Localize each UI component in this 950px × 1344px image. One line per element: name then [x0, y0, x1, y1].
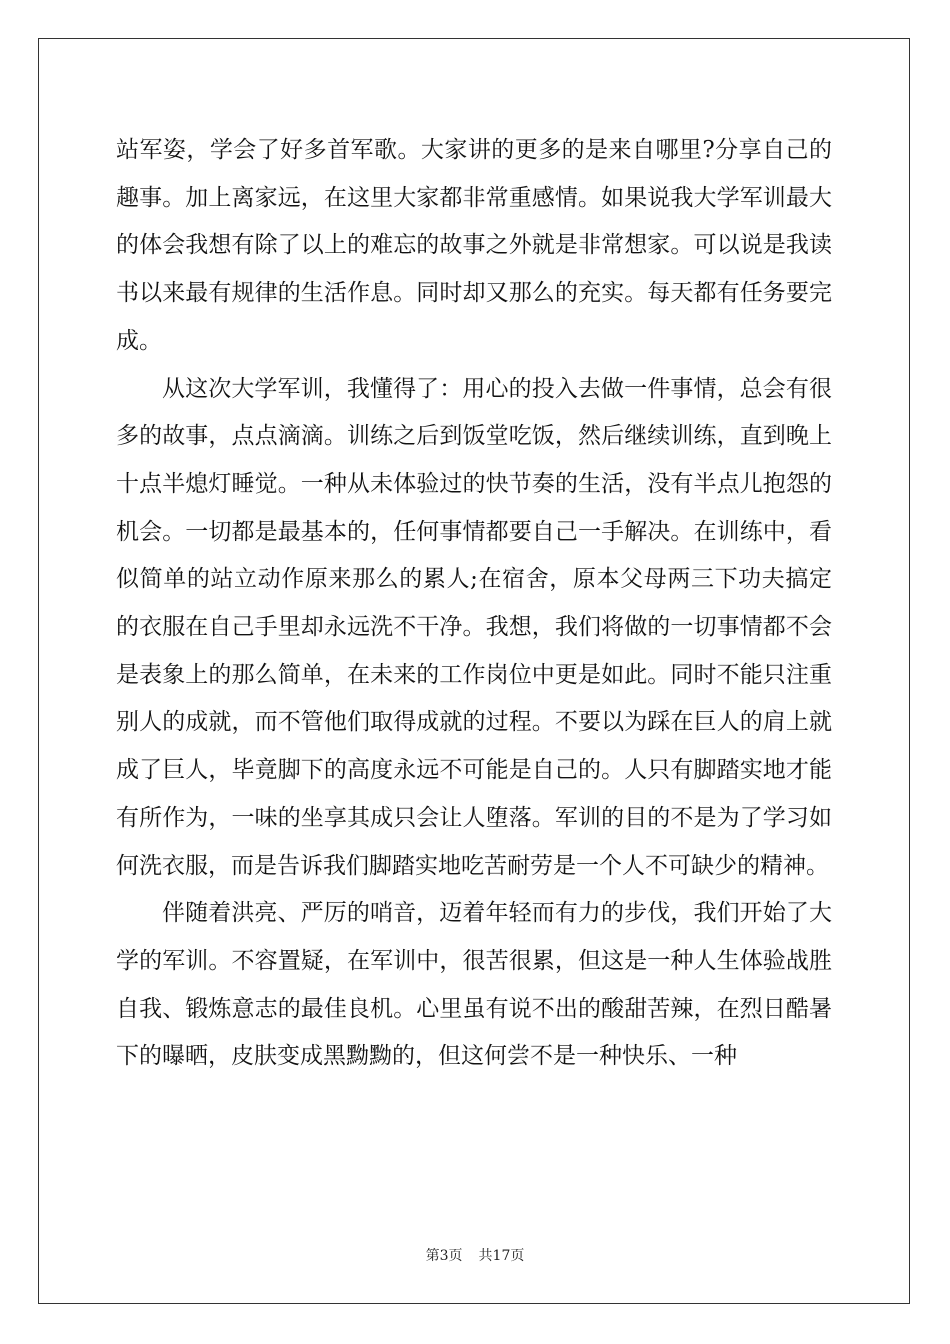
page-number-total: 共17页 [478, 1248, 525, 1264]
paragraph-3: 伴随着洪亮、严厉的哨音，迈着年轻而有力的步伐，我们开始了大学的军训。不容置疑，在军训中，很苦很累，但这是一种人生体验战胜自我、锻炼意志的最佳良机。心里虽有说不出的酸甜苦辣，在烈日酷暑下的曝晒，皮肤变成黑黝黝的，但这何尝不是一种快乐、一种 [116, 900, 832, 1070]
page-number-current: 第3页 [425, 1248, 463, 1264]
paragraph-2: 从这次大学军训，我懂得了：用心的投入去做一件事情，总会有很多的故事，点点滴滴。训练之后到饭堂吃饭，然后继续训练，直到晚上十点半熄灯睡觉。一种从未体验过的快节奏的生活，没有半点儿抱怨的机会。一切都是最基本的，任何事情都要自己一手解决。在训练中，看似简单的站立动作原来那么的累人;在宿舍，原本父母两三下功夫搞定的衣服在自己手里却永远洗不干净。我想，我们将做的一切事情都不会是表象上的那么简单，在未来的工作岗位中更是如此。同时不能只注重别人的成就，而不管他们取得成就的过程。不要以为踩在巨人的肩上就成了巨人，毕竟脚下的高度永远不可能是自己的。人只有脚踏实地才能有所作为，一味的坐享其成只会让人堕落。军训的目的不是为了学习如何洗衣服，而是告诉我们脚踏实地吃苦耐劳是一个人不可缺少的精神。 [116, 375, 832, 879]
document-body [116, 127, 832, 1081]
page-footer [0, 1245, 950, 1265]
paragraph-1: 站军姿，学会了好多首军歌。大家讲的更多的是来自哪里?分享自己的趣事。加上离家远，在这里大家都非常重感情。如果说我大学军训最大的体会我想有除了以上的难忘的故事之外就是非常想家。可以说是我读书以来最有规律的生活作息。同时却又那么的充实。每天都有任务要完成。 [116, 137, 832, 354]
